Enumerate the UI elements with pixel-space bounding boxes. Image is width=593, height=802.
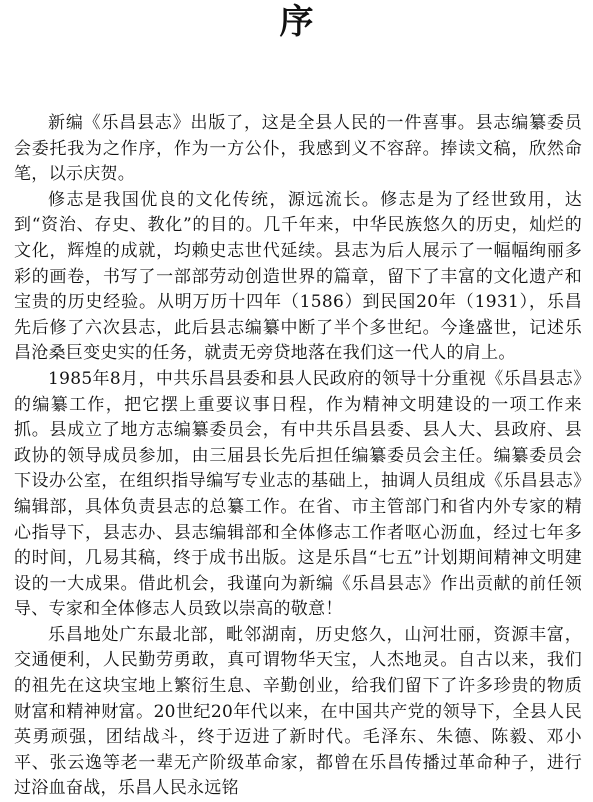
- paragraph-3: 1985年8月，中共乐昌县委和县人民政府的领导十分重视《乐昌县志》的编纂工作，把它摆上重要议事日程，作为精神文明建设的一项工作来抓。县成立了地方志编纂委员会，有中共乐昌县委、县人大、县政府、县政协的领导成员参加，由三届县长先后担任编纂委员会主任。编纂委员会下设办公室，在组织指导编写专业志的基础上，抽调人员组成《乐昌县志》编辑部，具体负责县志的总纂工作。在省、市主管部门和省内外专家的精心指导下，县志办、县志编辑部和全体修志工作者呕心沥血，经过七年多的时间，几易其稿，终于成书出版。这是乐昌“七五”计划期间精神文明建设的一大成果。借此机会，我谨向为新编《乐昌县志》作出贡献的前任领导、专家和全体修志人员致以崇高的敬意！: [14, 368, 582, 620]
- document-body: [14, 111, 582, 802]
- paragraph-4: 乐昌地处广东最北部，毗邻湖南，历史悠久，山河壮丽，资源丰富，交通便利，人民勤劳勇敢，真可谓物华天宝，人杰地灵。自古以来，我们的祖先在这块宝地上繁衍生息、辛勤创业，给我们留下了许多珍贵的物质财富和精神财富。20世纪20年代以来，在中国共产党的领导下，全县人民英勇顽强，团结战斗，终于迈进了新时代。毛泽东、朱德、陈毅、邓小平、张云逸等老一辈无产阶级革命家，都曾在乐昌传播过革命种子，进行过浴血奋战，乐昌人民永远铭: [14, 624, 582, 799]
- paragraph-2: 修志是我国优良的文化传统，源远流长。修志是为了经世致用，达到“资治、存史、教化”的目的。几千年来，中华民族悠久的历史，灿烂的文化，辉煌的成就，均赖史志世代延续。县志为后人展示了一幅幅绚丽多彩的画卷，书写了一部部劳动创造世界的篇章，留下了丰富的文化遗产和宝贵的历史经验。从明万历十四年（1586）到民国20年（1931），乐昌先后修了六次县志，此后县志编纂中断了半个多世纪。今逢盛世，记述乐昌沧桑巨变史实的任务，就责无旁贷地落在我们这一代人的肩上。: [14, 189, 582, 364]
- paragraph-1: 新编《乐昌县志》出版了，这是全县人民的一件喜事。县志编纂委员会委托我为之作序，作为一方公仆，我感到义不容辞。捧读文稿，欣然命笔，以示庆贺。: [14, 113, 582, 185]
- page-title: 序: [279, 2, 314, 42]
